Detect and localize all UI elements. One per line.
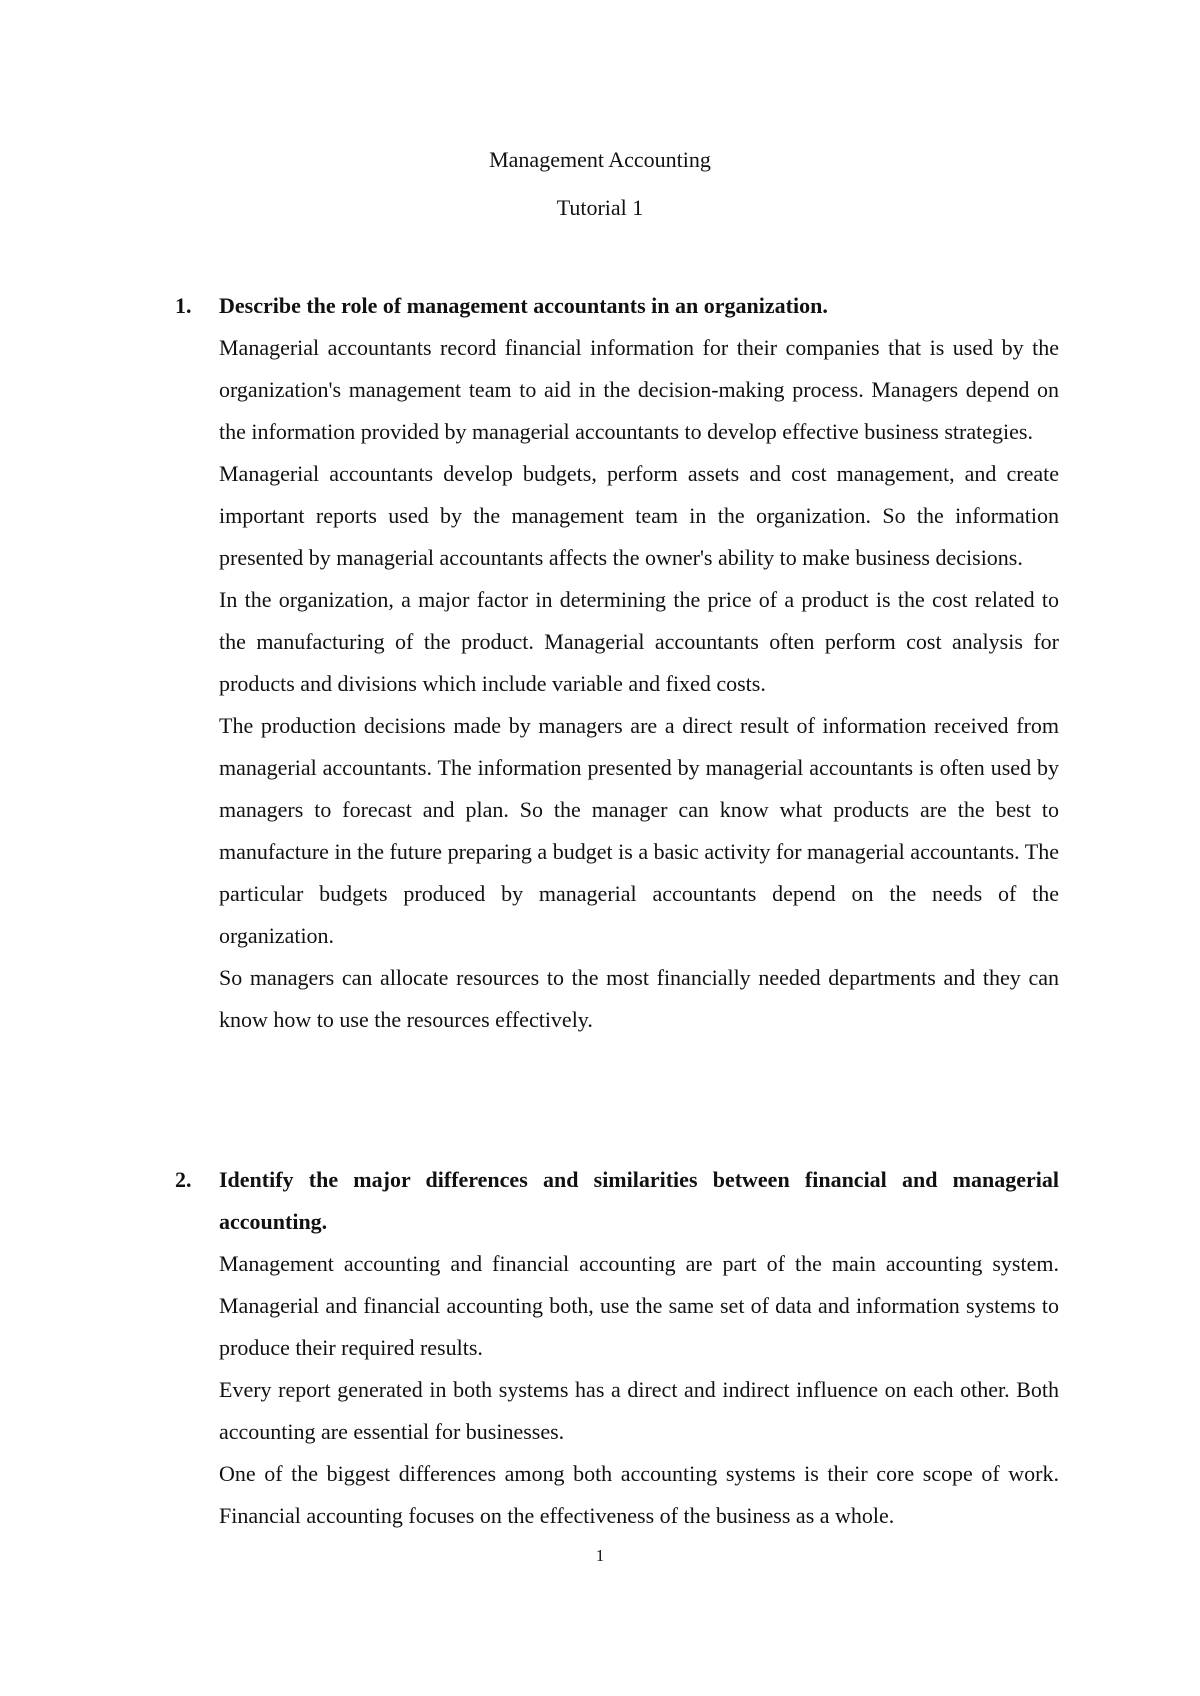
- question-text: Identify the major differences and similarities between financial and managerial accounting.: [219, 1167, 1059, 1234]
- question-heading: [175, 1159, 1059, 1243]
- question-text: Describe the role of management accountants in an organization.: [219, 293, 828, 318]
- question-1: [175, 285, 1059, 1041]
- answer-paragraph: Managerial accountants record financial information for their companies that is used by the organization's management team to aid in the decision-making process. Managers depend on the information provided by managerial accountants to develop effective business strategies.: [219, 335, 1059, 444]
- answer-paragraph: In the organization, a major factor in determining the price of a product is the cost related to the manufacturing of the product. Managerial accountants often perform cost analysis for products and divisions which include variable and fixed costs.: [219, 587, 1059, 696]
- question-number: 1.: [175, 293, 192, 318]
- question-heading: [175, 285, 1059, 327]
- document-title: Management Accounting: [489, 147, 711, 172]
- answer-paragraph: So managers can allocate resources to the most financially needed departments and they can know how to use the resources effectively.: [219, 965, 1059, 1032]
- question-2: [175, 1159, 1059, 1537]
- answer-paragraph: Every report generated in both systems has a direct and indirect influence on each other. Both accounting are essential for businesses.: [219, 1377, 1059, 1444]
- document-subtitle: Tutorial 1: [556, 195, 644, 220]
- answer-paragraph: One of the biggest differences among both accounting systems is their core scope of work. Financial accounting focuses on the effectiveness of the business as a whole.: [219, 1461, 1059, 1528]
- page-number: 1: [595, 1546, 605, 1565]
- answer-paragraph: Managerial accountants develop budgets, perform assets and cost management, and create important reports used by the management team in the organization. So the information presented by managerial accountants affects the owner's ability to make business decisions.: [219, 461, 1059, 570]
- question-number: 2.: [175, 1167, 192, 1192]
- answer-paragraph: Management accounting and financial accounting are part of the main accounting system. Managerial and financial accounting both, use the same set of data and information systems to produce their required results.: [219, 1251, 1059, 1360]
- answer-paragraph: The production decisions made by managers are a direct result of information received from managerial accountants. The information presented by managerial accountants is often used by managers to forecast and plan. So the manager can know what products are the best to manufacture in the future preparing a budget is a basic activity for managerial accountants. The particular budgets produced by managerial accountants depend on the needs of the organization.: [219, 713, 1059, 948]
